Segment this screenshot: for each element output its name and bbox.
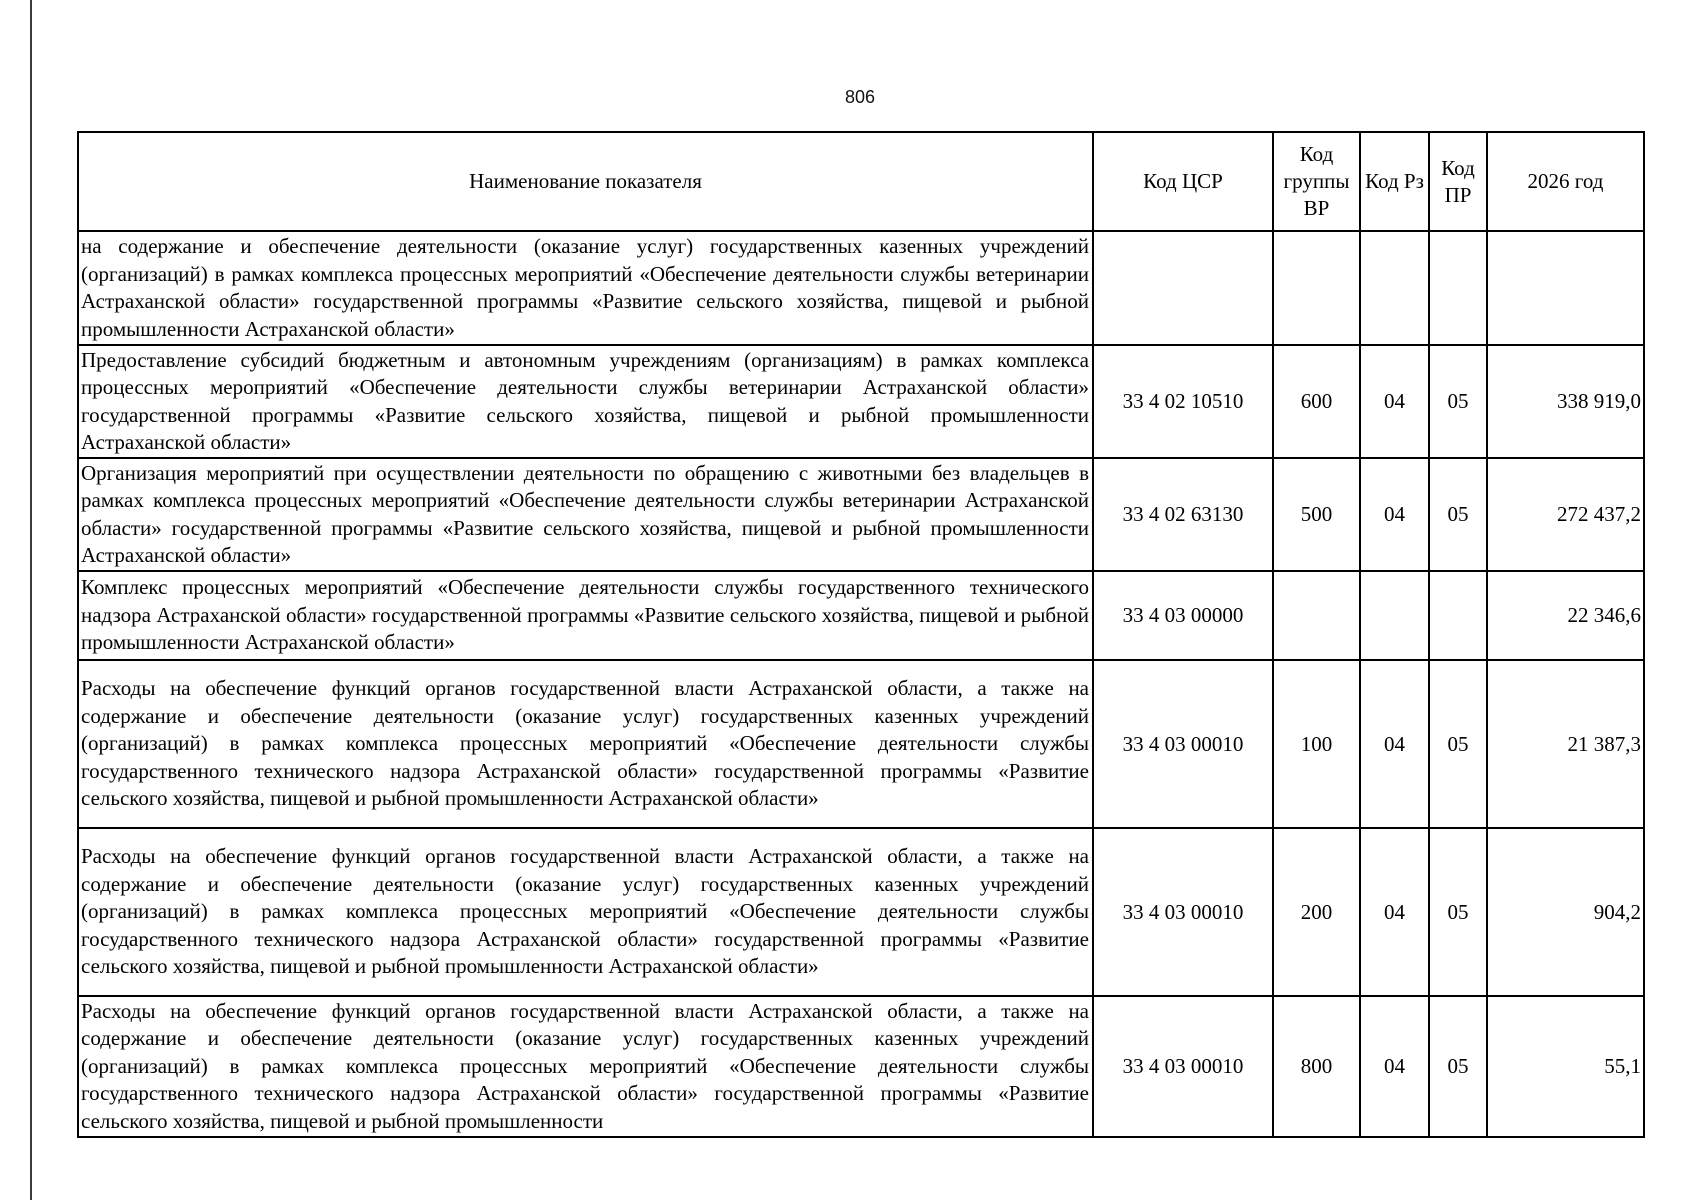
- header-name: Наименование показателя: [78, 132, 1093, 231]
- table-row: [78, 996, 1644, 1137]
- table-row: [78, 571, 1644, 660]
- row-name: Организация мероприятий при осуществлении деятельности по обращению с животными без владельцев в рамках комплекса процессных мероприятий «Обеспечение деятельности службы ветеринарии Астраханской области» государственной программы «Развитие сельского хозяйства, пищевой и рыбной промышленности Астраханской области»: [78, 458, 1093, 571]
- row-rz: 04: [1360, 828, 1429, 996]
- row-csr: 33 4 03 00000: [1093, 571, 1273, 660]
- row-rz: [1360, 571, 1429, 660]
- row-pr: 05: [1429, 458, 1487, 571]
- header-vr: Код группы ВР: [1273, 132, 1360, 231]
- row-amount: 22 346,6: [1487, 571, 1644, 660]
- row-csr: [1093, 231, 1273, 345]
- header-pr: Код ПР: [1429, 132, 1487, 231]
- table-row: [78, 828, 1644, 996]
- row-rz: 04: [1360, 345, 1429, 458]
- row-vr: 800: [1273, 996, 1360, 1137]
- row-csr: 33 4 02 10510: [1093, 345, 1273, 458]
- row-amount: 55,1: [1487, 996, 1644, 1137]
- row-vr: 200: [1273, 828, 1360, 996]
- row-amount: 21 387,3: [1487, 660, 1644, 828]
- budget-table: [77, 131, 1645, 1138]
- row-pr: 05: [1429, 828, 1487, 996]
- scan-margin-line: [30, 0, 32, 1200]
- row-amount: 904,2: [1487, 828, 1644, 996]
- row-amount: [1487, 231, 1644, 345]
- row-rz: 04: [1360, 458, 1429, 571]
- row-csr: 33 4 03 00010: [1093, 828, 1273, 996]
- row-pr: 05: [1429, 996, 1487, 1137]
- row-rz: 04: [1360, 996, 1429, 1137]
- row-pr: 05: [1429, 660, 1487, 828]
- row-name: Расходы на обеспечение функций органов государственной власти Астраханской области, а также на содержание и обеспечение деятельности (оказание услуг) государственных казенных учреждений (организаций) в рамках комплекса процессных мероприятий «Обеспечение деятельности службы государственного технического надзора Астраханской области» государственной программы «Развитие сельского хозяйства, пищевой и рыбной промышленности Астраханской области»: [78, 828, 1093, 996]
- row-vr: 500: [1273, 458, 1360, 571]
- row-pr: [1429, 231, 1487, 345]
- row-csr: 33 4 03 00010: [1093, 660, 1273, 828]
- row-rz: 04: [1360, 660, 1429, 828]
- table-row: [78, 345, 1644, 458]
- row-name: Комплекс процессных мероприятий «Обеспечение деятельности службы государственного технического надзора Астраханской области» государственной программы «Развитие сельского хозяйства, пищевой и рыбной промышленности Астраханской области»: [78, 571, 1093, 660]
- table-header-row: [78, 132, 1644, 231]
- row-vr: [1273, 571, 1360, 660]
- table-row: [78, 231, 1644, 345]
- page-number: 806: [844, 87, 876, 107]
- row-amount: 272 437,2: [1487, 458, 1644, 571]
- header-year: 2026 год: [1487, 132, 1644, 231]
- row-pr: [1429, 571, 1487, 660]
- header-rz: Код Рз: [1360, 132, 1429, 231]
- row-vr: [1273, 231, 1360, 345]
- row-name: на содержание и обеспечение деятельности (оказание услуг) государственных казенных учреждений (организаций) в рамках комплекса процессных мероприятий «Обеспечение деятельности службы ветеринарии Астраханской области» государственной программы «Развитие сельского хозяйства, пищевой и рыбной промышленности Астраханской области»: [78, 231, 1093, 345]
- row-csr: 33 4 03 00010: [1093, 996, 1273, 1137]
- row-vr: 600: [1273, 345, 1360, 458]
- table-row: [78, 660, 1644, 828]
- row-name: Предоставление субсидий бюджетным и автономным учреждениям (организациям) в рамках комплекса процессных мероприятий «Обеспечение деятельности службы ветеринарии Астраханской области» государственной программы «Развитие сельского хозяйства, пищевой и рыбной промышленности Астраханской области»: [78, 345, 1093, 458]
- row-csr: 33 4 02 63130: [1093, 458, 1273, 571]
- row-rz: [1360, 231, 1429, 345]
- row-vr: 100: [1273, 660, 1360, 828]
- row-pr: 05: [1429, 345, 1487, 458]
- row-name: Расходы на обеспечение функций органов государственной власти Астраханской области, а также на содержание и обеспечение деятельности (оказание услуг) государственных казенных учреждений (организаций) в рамках комплекса процессных мероприятий «Обеспечение деятельности службы государственного технического надзора Астраханской области» государственной программы «Развитие сельского хозяйства, пищевой и рыбной промышленности Астраханской области»: [78, 660, 1093, 828]
- row-amount: 338 919,0: [1487, 345, 1644, 458]
- row-name: Расходы на обеспечение функций органов государственной власти Астраханской области, а также на содержание и обеспечение деятельности (оказание услуг) государственных казенных учреждений (организаций) в рамках комплекса процессных мероприятий «Обеспечение деятельности службы государственного технического надзора Астраханской области» государственной программы «Развитие сельского хозяйства, пищевой и рыбной промышленности: [78, 996, 1093, 1137]
- table-row: [78, 458, 1644, 571]
- header-csr: Код ЦСР: [1093, 132, 1273, 231]
